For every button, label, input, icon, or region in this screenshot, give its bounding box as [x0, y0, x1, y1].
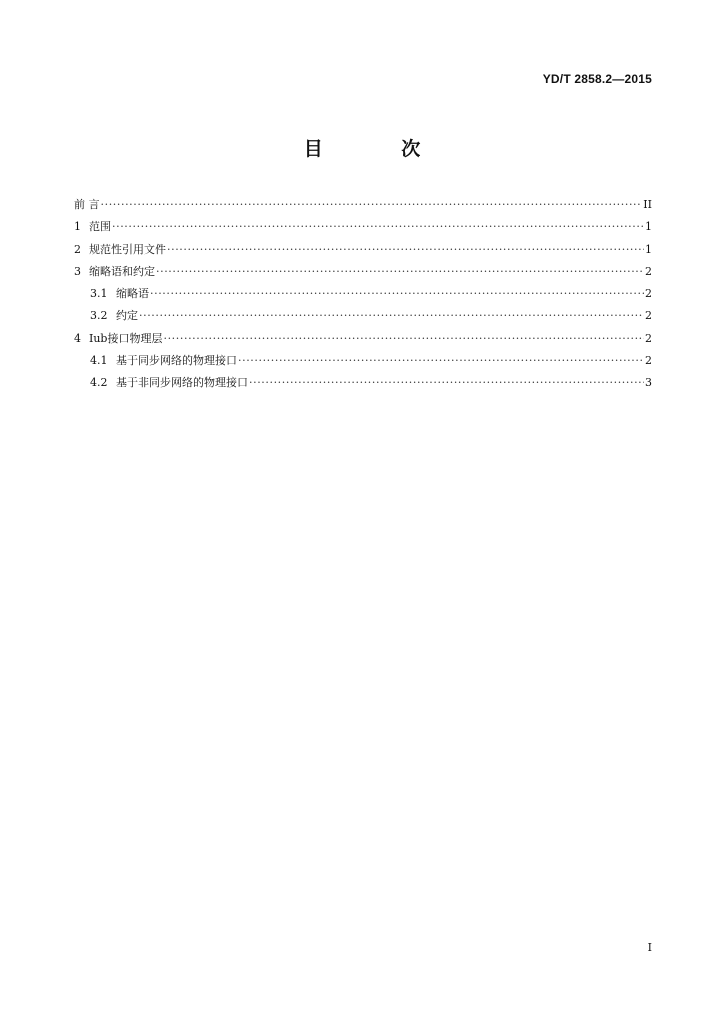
toc-entry-2[interactable] — [74, 243, 652, 265]
toc-leader-dots — [150, 287, 644, 301]
toc-entry-page: 2 — [645, 354, 652, 368]
toc-entry-text: 范围 — [89, 220, 111, 234]
toc-leader-dots — [156, 265, 644, 279]
toc-entry-text: 规范性引用文件 — [89, 242, 166, 256]
toc-entry-number: 1 — [74, 220, 81, 234]
toc-title: 目 次 — [303, 138, 457, 160]
toc-entry-page: 2 — [645, 309, 652, 323]
toc-entry-text: 基于非同步网络的物理接口 — [116, 376, 248, 390]
toc-entry-4-1[interactable] — [74, 354, 652, 376]
toc-leader-dots — [139, 309, 644, 323]
toc-entry-number: 4.2 — [90, 376, 108, 390]
toc-entry-text: 缩略语 — [116, 287, 149, 301]
toc-entry-number: 4.1 — [90, 354, 108, 368]
toc-entry-3-2[interactable] — [74, 309, 652, 331]
toc-entry-text: 基于同步网络的物理接口 — [116, 354, 237, 368]
toc-entry-3-1[interactable] — [74, 287, 652, 309]
toc-entry-page: II — [643, 198, 652, 211]
toc-entry-4-2[interactable] — [74, 376, 652, 398]
toc-entry-page: 1 — [645, 220, 652, 234]
toc-leader-dots — [163, 332, 644, 346]
toc-entry-page: 1 — [645, 242, 652, 256]
toc-entry-number: 2 — [74, 242, 81, 256]
toc-leader-dots — [249, 376, 644, 390]
toc-entry-number: 3 — [74, 264, 81, 278]
toc-entry-text: 前 言 — [74, 198, 100, 211]
toc-entry-number: 3.1 — [90, 287, 108, 301]
toc-leader-dots — [112, 220, 644, 234]
toc-entry-text: 缩略语和约定 — [89, 264, 155, 278]
toc-entry-4[interactable] — [74, 332, 652, 354]
toc-entry-text: 约定 — [116, 309, 138, 323]
toc-leader-dots — [101, 198, 643, 212]
standard-code: YD/T 2858.2—2015 — [542, 72, 652, 86]
toc-entry-text: Iub接口物理层 — [89, 331, 163, 345]
toc-leader-dots — [238, 354, 644, 368]
page-number: I — [647, 941, 652, 954]
toc-entry-3[interactable] — [74, 265, 652, 287]
toc-entry-number: 4 — [74, 331, 81, 345]
table-of-contents — [74, 198, 652, 399]
toc-leader-dots — [167, 243, 644, 257]
toc-entry-number: 3.2 — [90, 309, 108, 323]
toc-entry-page: 2 — [645, 287, 652, 301]
toc-entry-page: 2 — [645, 331, 652, 345]
toc-entry-foreword[interactable] — [74, 198, 652, 220]
toc-entry-page: 3 — [645, 376, 652, 390]
toc-entry-1[interactable] — [74, 220, 652, 242]
toc-entry-page: 2 — [645, 264, 652, 278]
